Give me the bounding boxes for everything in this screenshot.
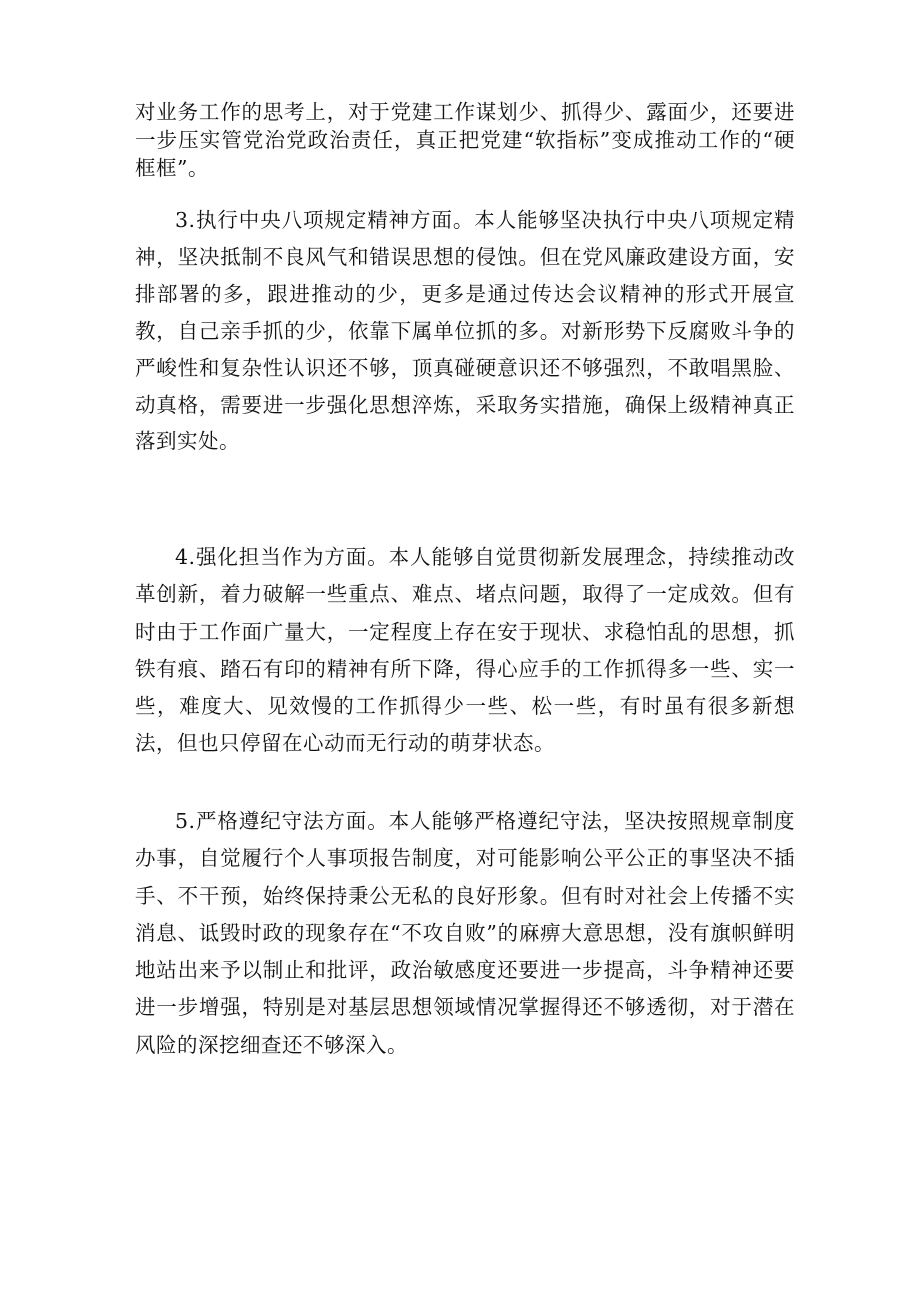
- paragraph-item-4: 4.强化担当作为方面。本人能够自觉贯彻新发展理念，持续推动改革创新，着力破解一些重点、难点、堵点问题，取得了一定成效。但有时由于工作面广量大，一定程度上存在安于现状、求稳怕乱的思想，抓铁有痕、踏石有印的精神有所下降，得心应手的工作抓得多一些、实一些，难度大、见效慢的工作抓得少一些、松一些，有时虽有很多新想法，但也只停留在心动而无行动的萌芽状态。: [135, 545, 795, 756]
- paragraph-continuation: 对业务工作的思考上，对于党建工作谋划少、抓得少、露面少，还要进一步压实管党治党政治责任，真正把党建“软指标”变成推动工作的“硬框框”。: [135, 100, 795, 180]
- paragraph-item-5: 5.严格遵纪守法方面。本人能够严格遵纪守法，坚决按照规章制度办事，自觉履行个人事项报告制度，对可能影响公平公正的事坚决不插手、不干预，始终保持秉公无私的良好形象。但有时对社会上传播不实消息、诋毁时政的现象存在“不攻自败”的麻痹大意思想，没有旗帜鲜明地站出来予以制止和批评，政治敏感度还要进一步提高，斗争精神还要进一步增强，特别是对基层思想领域情况掌握得还不够透彻，对于潜在风险的深挖细查还不够深入。: [135, 809, 795, 1057]
- paragraph-item-3: 3.执行中央八项规定精神方面。本人能够坚决执行中央八项规定精神，坚决抵制不良风气和错误思想的侵蚀。但在党风廉政建设方面，安排部署的多，跟进推动的少，更多是通过传达会议精神的形式开展宣教，自己亲手抓的少，依靠下属单位抓的多。对新形势下反腐败斗争的严峻性和复杂性认识还不够，顶真碰硬意识还不够强烈，不敢唱黑脸、动真格，需要进一步强化思想淬炼，采取务实措施，确保上级精神真正落到实处。: [135, 208, 795, 454]
